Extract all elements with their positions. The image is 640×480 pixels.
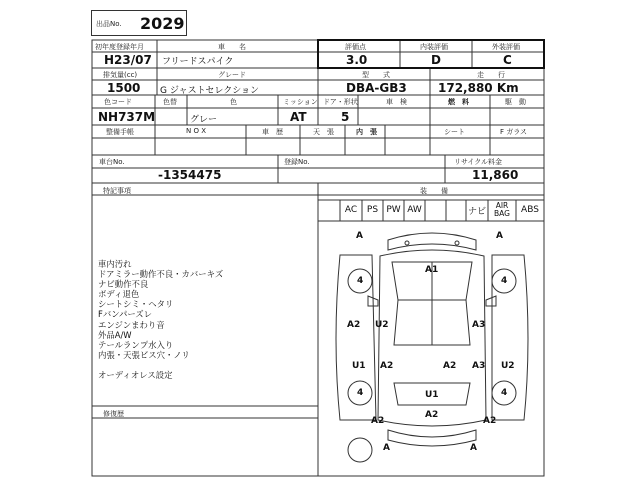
equipment-aw: AW — [407, 205, 422, 215]
drive-label: 駆 動 — [505, 98, 526, 106]
equipment-airbag: AIR BAG — [494, 201, 510, 218]
damage-code: U2 — [501, 361, 515, 371]
damage-code: A — [470, 443, 477, 453]
lot-number-label: 出品No. — [96, 20, 122, 28]
damage-code: A — [356, 231, 363, 241]
seat-label: シート — [444, 128, 465, 136]
interior-grade: D — [431, 53, 441, 67]
history-label: 車 歴 — [262, 128, 283, 136]
lot-number: 2029 — [140, 14, 185, 33]
equipment-navi: ナビ — [467, 206, 486, 217]
doors: 5 — [341, 110, 350, 124]
remark-line: オーディオレス設定 — [98, 369, 173, 380]
damage-code: A — [496, 231, 503, 241]
damage-code: A2 — [371, 416, 385, 426]
damage-code: U1 — [425, 390, 439, 400]
remark-line — [98, 360, 223, 370]
displacement-label: 排気量(cc) — [103, 71, 138, 79]
damage-code: A — [383, 443, 390, 453]
color: グレー — [190, 115, 218, 125]
remark-line: エンジンまわり音 — [98, 319, 165, 330]
damage-code: A3 — [472, 361, 486, 371]
year-label: 初年度登録年月 — [95, 43, 144, 51]
first-registration: H23/07 — [104, 53, 152, 67]
displacement: 1500 — [107, 81, 141, 95]
grade-label: グレード — [218, 71, 246, 79]
repair-history-label: 修復歴 — [103, 410, 124, 418]
fuel-label: 燃 料 — [448, 98, 469, 106]
mission-label: ミッション — [283, 98, 318, 106]
recycle-fee: 11,860 — [472, 168, 519, 182]
color-label: 色 — [230, 98, 237, 106]
front-glass-label: F ガラス — [500, 128, 528, 136]
equipment-abs: ABS — [521, 205, 539, 215]
remark-line: ボディ退色 — [98, 289, 140, 300]
chassis-label: 車台No. — [99, 158, 125, 166]
remark-line: Fバンパーズレ — [98, 309, 153, 320]
equipment-ac: AC — [344, 205, 358, 215]
remark-line: 車内汚れ — [98, 259, 132, 269]
equipment-pw: PW — [386, 205, 401, 215]
nox-label: N O X — [186, 127, 206, 135]
inspection-label: 車 検 — [386, 98, 407, 106]
damage-code: 4 — [501, 276, 508, 286]
damage-code: 4 — [357, 388, 364, 398]
model-code: DBA-GB3 — [346, 81, 407, 95]
remark-line: ドアミラー動作不良・カバーキズ — [98, 269, 224, 280]
grade: G ジャストセレクション — [160, 86, 260, 96]
recycle-label: リサイクル料金 — [454, 158, 503, 166]
remark-line: テールランプ水入り — [98, 339, 174, 350]
equipment-label: 装 備 — [420, 187, 448, 195]
car-name-label: 車 名 — [218, 43, 246, 51]
color-code-label: 色コード — [104, 98, 132, 106]
damage-code: A1 — [425, 265, 439, 275]
remark-line: 外品A/W — [98, 329, 132, 340]
registration-label: 登録No. — [284, 158, 310, 166]
car-name: フリードスパイク — [162, 57, 234, 67]
exterior-grade-label: 外装評価 — [492, 43, 520, 51]
equipment-ps: PS — [366, 205, 379, 215]
remark-line: 内張・天張ビス穴・ノリ — [98, 349, 190, 360]
damage-code: A2 — [483, 416, 497, 426]
damage-code: A2 — [380, 361, 394, 371]
interior-trim-label: 内 張 — [356, 128, 377, 136]
headliner-label: 天 張 — [313, 128, 334, 136]
model-label: 型 式 — [362, 71, 390, 79]
score-label: 評価点 — [345, 43, 366, 51]
damage-code: 4 — [357, 276, 364, 286]
notes-label: 特記事項 — [103, 187, 131, 195]
lot-number-box — [91, 10, 187, 36]
damage-code: U1 — [352, 361, 366, 371]
remark-line: ナビ動作不良 — [98, 279, 149, 290]
damage-code: A2 — [443, 361, 457, 371]
score: 3.0 — [346, 53, 368, 67]
maintenance-book-label: 整備手帳 — [106, 128, 134, 136]
damage-code: A3 — [472, 320, 486, 330]
exterior-grade: C — [503, 53, 512, 67]
damage-code: 4 — [501, 388, 508, 398]
color-code: NH737M — [98, 110, 156, 124]
doors-label: ドア・形状 — [323, 98, 358, 106]
mission: AT — [290, 110, 307, 124]
remark-line: シートシミ・ヘタリ — [98, 299, 174, 310]
interior-grade-label: 内装評価 — [420, 43, 448, 51]
damage-code: A2 — [425, 410, 439, 420]
mileage-label: 走 行 — [477, 71, 505, 79]
damage-code: A2 — [347, 320, 361, 330]
remarks-list — [98, 259, 223, 380]
damage-code: U2 — [375, 320, 389, 330]
chassis-number: -1354475 — [158, 168, 222, 182]
color-change-label: 色替 — [163, 98, 177, 106]
mileage: 172,880 Km — [438, 81, 519, 95]
